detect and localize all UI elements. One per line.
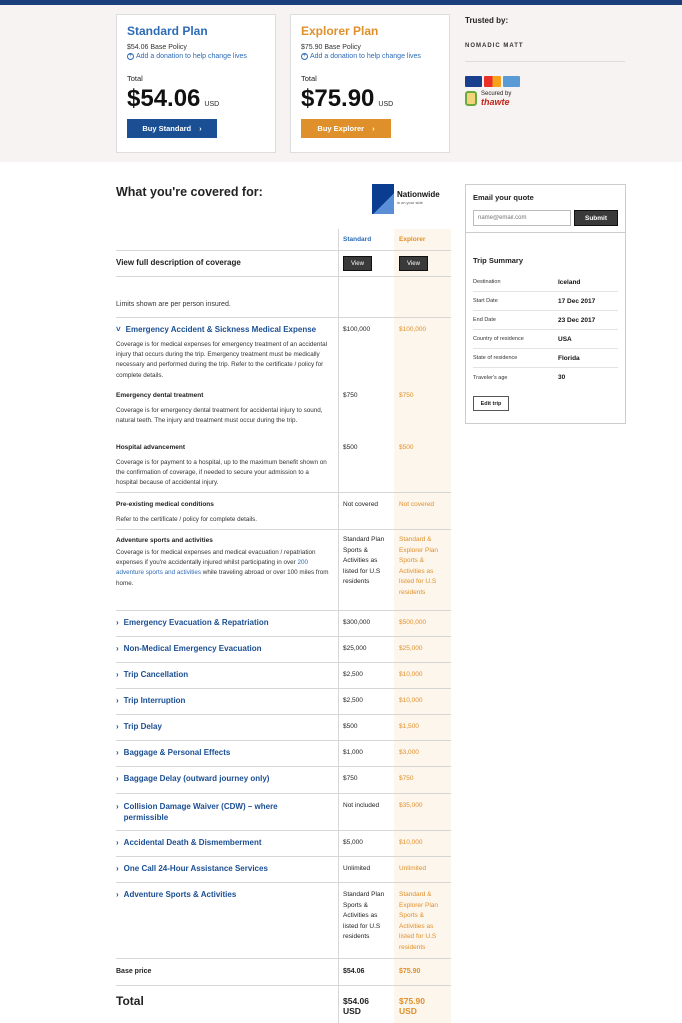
standard-price-currency: USD — [204, 101, 220, 108]
benefit-title-text: Trip Interruption — [123, 696, 186, 705]
benefit-explorer-value: Standard & Explorer Plan Sports & Activities as listed for U.S residents — [399, 891, 439, 951]
summary-key: End Date — [473, 317, 496, 323]
benefit-title-text: Accidental Death & Dismemberment — [123, 838, 262, 847]
benefit-explorer-value: $750 — [399, 775, 414, 782]
row-divider — [116, 688, 451, 689]
preexisting-standard-value: Not covered — [343, 501, 379, 508]
summary-value: USA — [558, 335, 572, 343]
chevron-right-icon: › — [116, 774, 119, 783]
explorer-price-currency: USD — [378, 101, 394, 108]
standard-base-policy: $54.06 Base Policy — [127, 44, 187, 51]
medical-description: Coverage is for medical expenses for emergency treatment of an accidental injury that occurs during the trip. Emergency treatment must be medically necessary and performed during the trip. Refer to the certificate / policy for complete details. — [116, 341, 328, 379]
chevron-right-icon: › — [116, 618, 119, 627]
explorer-price-amount: $75.90 — [301, 85, 375, 112]
summary-value: 23 Dec 2017 — [558, 316, 596, 324]
adventure-sub-description — [116, 548, 330, 589]
explorer-donate-link[interactable] — [301, 53, 439, 60]
benefit-standard-value: $25,000 — [343, 645, 367, 652]
benefit-title-text: Trip Cancellation — [123, 670, 189, 679]
benefit-standard-value: Standard Plan Sports & Activities as listed for U.S residents — [343, 891, 385, 940]
summary-value: Iceland — [558, 278, 581, 286]
dental-standard-value: $750 — [343, 392, 358, 399]
summary-row-end-date — [473, 311, 618, 330]
benefit-explorer-value: $1,500 — [399, 723, 419, 730]
adventure-sub-standard-value: Standard Plan Sports & Activities as listed for U.S residents — [343, 536, 385, 585]
buy-explorer-label: Buy Explorer — [317, 124, 365, 133]
row-divider — [116, 636, 451, 637]
chevron-right-icon: › — [116, 864, 119, 873]
benefit-standard-value: $300,000 — [343, 619, 371, 626]
explorer-plan-name: Explorer Plan — [301, 24, 379, 38]
row-divider — [116, 740, 451, 741]
submit-button[interactable]: Submit — [574, 210, 618, 226]
trip-summary-title: Trip Summary — [473, 256, 524, 265]
row-divider — [116, 610, 451, 611]
benefit-medical-expense[interactable] — [116, 325, 316, 334]
standard-total-label: Total — [127, 74, 143, 83]
buy-standard-button[interactable] — [127, 119, 217, 138]
row-divider — [116, 529, 451, 530]
standard-donate-text: Add a donation to help change lives — [136, 53, 247, 60]
total-explorer: $75.90 USD — [399, 996, 425, 1016]
dental-explorer-value: $750 — [399, 392, 414, 399]
benefit-standard-value: $1,000 — [343, 749, 363, 756]
benefit-non-medical-evacuation[interactable] — [116, 644, 262, 653]
hospital-title: Hospital advancement — [116, 444, 185, 451]
benefit-standard-value: $2,500 — [343, 697, 363, 704]
chevron-right-icon: › — [116, 890, 119, 899]
coverage-title: What you're covered for: — [116, 185, 263, 199]
row-divider — [116, 662, 451, 663]
row-divider — [116, 958, 451, 959]
benefit-explorer-value: $10,000 — [399, 671, 423, 678]
chevron-right-icon: › — [116, 802, 119, 811]
adventure-desc-a: Coverage is for medical expenses and medical evacuation / repatriation expenses if you're accidentally injured whilst participating in over — [116, 549, 316, 567]
summary-row-destination — [473, 273, 618, 292]
benefit-adventure-sports[interactable] — [116, 890, 236, 899]
nationwide-logo — [372, 184, 440, 214]
benefit-standard-value: $2,500 — [343, 671, 363, 678]
chevron-right-icon: › — [199, 124, 202, 133]
summary-row-age — [473, 368, 618, 387]
benefit-standard-value: $5,000 — [343, 839, 363, 846]
plus-circle-icon: + — [302, 53, 307, 59]
buy-standard-label: Buy Standard — [142, 124, 192, 133]
benefit-standard-value: Unlimited — [343, 865, 371, 872]
summary-key: Start Date — [473, 298, 498, 304]
hospital-description: Coverage is for payment to a hospital, up to the maximum benefit shown on the confirmation of coverage, if needed to secure your admission to a hospital because of accidental injury. — [116, 459, 327, 487]
mastercard-icon — [484, 76, 501, 87]
benefit-standard-value: $500 — [343, 723, 358, 730]
row-divider — [116, 492, 451, 493]
adventure-sub-explorer-value: Standard & Explorer Plan Sports & Activities as listed for U.S residents — [399, 536, 439, 596]
row-divider — [116, 856, 451, 857]
chevron-right-icon: › — [116, 670, 119, 679]
chevron-right-icon: › — [116, 838, 119, 847]
benefit-baggage[interactable] — [116, 748, 230, 757]
secured-by-text: Secured by — [481, 91, 512, 97]
row-divider — [116, 830, 451, 831]
nationwide-name: Nationwide — [397, 190, 440, 199]
summary-key: Traveler's age — [473, 374, 508, 381]
limits-note: Limits shown are per person insured. — [116, 301, 231, 308]
sidebar-divider — [466, 232, 625, 233]
chevron-down-icon: ˅ — [116, 325, 121, 334]
summary-value: Florida — [558, 354, 580, 362]
benefit-title-text: Adventure Sports & Activities — [123, 890, 237, 899]
view-standard-button[interactable]: View — [343, 256, 372, 271]
benefit-title-text: Trip Delay — [123, 722, 162, 731]
base-price-label: Base price — [116, 968, 152, 975]
dental-title: Emergency dental treatment — [116, 392, 204, 399]
base-price-standard: $54.06 — [343, 968, 365, 975]
visa-icon — [465, 76, 482, 87]
total-standard: $54.06 USD — [343, 996, 369, 1016]
medical-explorer-value: $100,000 — [399, 326, 427, 333]
adventure-sub-title: Adventure sports and activities — [116, 537, 213, 544]
standard-donate-link[interactable] — [127, 53, 265, 60]
chevron-right-icon: › — [116, 644, 119, 653]
explorer-base-policy: $75.90 Base Policy — [301, 44, 361, 51]
explorer-plan-card — [290, 14, 450, 153]
summary-key: State of residence — [473, 355, 518, 361]
preexisting-explorer-value: Not covered — [399, 501, 435, 508]
nationwide-tagline: is on your side — [397, 200, 423, 205]
row-divider — [116, 766, 451, 767]
column-header-standard: Standard — [343, 236, 372, 243]
benefit-accidental-death[interactable] — [116, 838, 262, 847]
email-input[interactable] — [473, 210, 571, 226]
thawte-seal — [465, 90, 625, 106]
payment-cards — [465, 76, 625, 87]
chevron-right-icon: › — [116, 722, 119, 731]
view-explorer-button[interactable]: View — [399, 256, 428, 271]
trusted-by — [465, 16, 625, 106]
column-divider — [338, 229, 339, 1023]
benefit-title-text: Emergency Evacuation & Repatriation — [123, 618, 269, 627]
benefit-explorer-value: $10,000 — [399, 839, 423, 846]
summary-key: Destination — [473, 279, 501, 285]
benefit-baggage-delay[interactable] — [116, 774, 269, 783]
benefit-title-text: Non-Medical Emergency Evacuation — [123, 644, 262, 653]
lock-icon — [465, 91, 477, 106]
benefit-standard-value: Not included — [343, 802, 380, 809]
benefit-standard-value: $750 — [343, 775, 358, 782]
benefit-title-text: One Call 24-Hour Assistance Services — [123, 864, 268, 873]
adventure-desc-b: while traveling abroad or over 100 miles from home. — [116, 569, 329, 587]
benefit-explorer-value: Unlimited — [399, 865, 427, 872]
benefit-cdw[interactable] — [116, 801, 316, 823]
trusted-divider — [465, 61, 625, 62]
explorer-price — [301, 85, 439, 113]
standard-price — [127, 85, 265, 113]
total-label: Total — [116, 994, 144, 1008]
row-divider — [116, 793, 451, 794]
row-divider — [116, 276, 451, 277]
summary-value: 17 Dec 2017 — [558, 297, 596, 305]
nationwide-eagle-icon — [372, 184, 394, 214]
summary-row-state — [473, 349, 618, 368]
hospital-explorer-value: $500 — [399, 444, 414, 451]
plus-circle-icon: + — [128, 53, 133, 59]
row-divider — [116, 714, 451, 715]
benefit-trip-interruption[interactable] — [116, 696, 185, 705]
row-divider — [116, 882, 451, 883]
quote-sidebar — [465, 184, 626, 424]
benefit-title-text: Baggage Delay (outward journey only) — [123, 774, 270, 783]
email-quote-title: Email your quote — [473, 193, 534, 202]
benefit-title-text: Collision Damage Waiver (CDW) – where permissible — [123, 802, 278, 822]
summary-row-country — [473, 330, 618, 349]
thawte-brand: thawte — [481, 97, 510, 107]
chevron-right-icon: › — [116, 748, 119, 757]
edit-trip-button[interactable]: Edit trip — [473, 396, 509, 411]
summary-key: Country of residence — [473, 336, 524, 342]
preexisting-title: Pre-existing medical conditions — [116, 501, 214, 508]
benefit-evacuation[interactable] — [116, 618, 269, 627]
row-divider — [116, 250, 451, 251]
row-divider — [116, 985, 451, 986]
benefit-explorer-value: $25,000 — [399, 645, 423, 652]
standard-price-amount: $54.06 — [127, 85, 201, 112]
adventure-activities-link[interactable]: 200 adventure sports and activities — [116, 559, 308, 577]
standard-plan-card — [116, 14, 276, 153]
chevron-right-icon: › — [372, 124, 375, 133]
medical-standard-value: $100,000 — [343, 326, 371, 333]
nomadic-matt-text: NOMADIC MATT — [465, 43, 524, 49]
amex-icon — [503, 76, 520, 87]
explorer-total-label: Total — [301, 74, 317, 83]
benefit-explorer-value: $3,000 — [399, 749, 419, 756]
explorer-donate-text: Add a donation to help change lives — [310, 53, 421, 60]
view-description-label: View full description of coverage — [116, 258, 241, 267]
nomadic-matt-logo — [465, 43, 625, 49]
trusted-by-label: Trusted by: — [465, 16, 509, 25]
benefit-explorer-value: $10,000 — [399, 697, 423, 704]
chevron-right-icon: › — [116, 696, 119, 705]
benefit-title-text: Baggage & Personal Effects — [123, 748, 231, 757]
summary-row-start-date — [473, 292, 618, 311]
column-header-explorer: Explorer — [399, 236, 426, 243]
hospital-standard-value: $500 — [343, 444, 358, 451]
benefit-trip-cancellation[interactable] — [116, 670, 188, 679]
row-divider — [116, 317, 451, 318]
dental-description: Coverage is for emergency dental treatment for accidental injury to sound, natural teeth. The injury and treatment must occur during the trip. — [116, 407, 323, 425]
benefit-explorer-value: $500,000 — [399, 619, 427, 626]
base-price-explorer: $75.90 — [399, 968, 421, 975]
buy-explorer-button[interactable] — [301, 119, 391, 138]
standard-plan-name: Standard Plan — [127, 24, 208, 38]
benefit-title-text: Emergency Accident & Sickness Medical Expense — [125, 325, 317, 334]
benefit-explorer-value: $35,000 — [399, 802, 423, 809]
preexisting-description: Refer to the certificate / policy for complete details. — [116, 516, 258, 523]
benefit-one-call[interactable] — [116, 864, 268, 873]
summary-value: 30 — [558, 374, 566, 381]
benefit-trip-delay[interactable] — [116, 722, 162, 731]
